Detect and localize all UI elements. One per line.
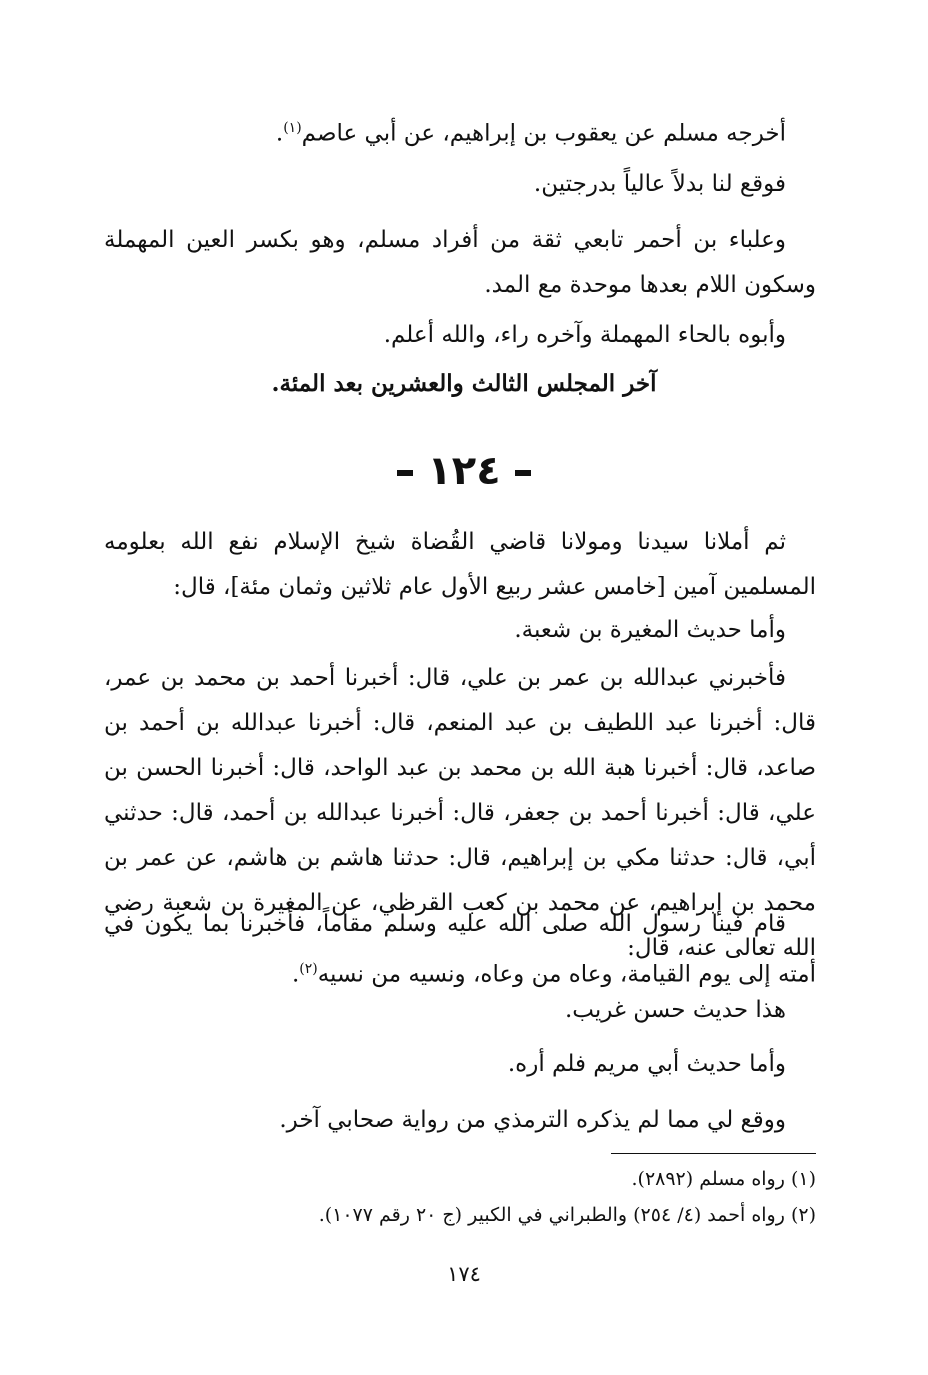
heading-dash-right [515, 470, 531, 476]
paragraph-1: أخرجه مسلم عن يعقوب بن إبراهيم، عن أبي عاصم$^{(١)}$. [275, 120, 786, 147]
paragraph-3: وعلباء بن أحمر تابعي ثقة من أفراد مسلم، وهو بكسر العين المهملة وسكون اللام بعدها موحدة مع المد. [104, 227, 816, 298]
heading-dash-left [397, 470, 413, 476]
paragraph-9: هذا حديث حسن غريب. [564, 997, 786, 1023]
paragraph-7-isnad: فأخبرني عبدالله بن عمر بن علي، قال: أخبرنا أحمد بن محمد بن عمر، قال: أخبرنا عبد اللطيف بن عبد المنعم، قال: أخبرنا عبدالله بن أحمد بن صاعد، قال: أخبرنا هبة الله بن محمد بن عبد الواحد، قال: أخبرنا الحسن بن علي، قال: أخبرنا أحمد بن جعفر، قال: أخبرنا عبدالله بن أحمد، قال: حدثني أبي، قال: حدثنا مكي بن إبراهيم، قال: حدثنا هاشم بن هاشم، عن عمر بن محمد بن إبراهيم، عن محمد بن كعب القرظي، عن المغيرة بن شعبة رضي الله تعالى عنه، قال: [104, 665, 816, 961]
paragraph-11: ووقع لي مما لم يذكره الترمذي من رواية صحابي آخر. [279, 1107, 786, 1133]
footnote-2: (٢) رواه أحمد (٤/ ٢٥٤) والطبراني في الكبير (ج ٢٠ رقم ١٠٧٧). [318, 1204, 816, 1226]
footnote-1: (١) رواه مسلم (٢٨٩٢). [631, 1168, 816, 1190]
section-number-heading: ١٢٤ [0, 448, 928, 494]
paragraph-6: وأما حديث المغيرة بن شعبة. [514, 617, 786, 643]
footnote-separator [611, 1153, 816, 1154]
session-end-heading: آخر المجلس الثالث والعشرين بعد المئة. [271, 370, 657, 397]
footnote-ref-1[interactable]: (١) [283, 120, 302, 136]
paragraph-10: وأما حديث أبي مريم فلم أره. [507, 1051, 786, 1077]
paragraph-4: وأبوه بالحاء المهملة وآخره راء، والله أعلم. [383, 322, 786, 348]
paragraph-2: فوقع لنا بدلاً عالياً بدرجتين. [533, 171, 786, 197]
page-number: ١٧٤ [447, 1262, 481, 1286]
paragraph-8-hadith: قام فينا رسول الله صلى الله عليه وسلم مقاماً، فأخبرنا بما يكون في أمته إلى يوم القيامة، وعاه من وعاه، ونسيه من نسيه$^{(٢)}$. [104, 911, 816, 988]
footnote-ref-2[interactable]: (٢) [299, 961, 318, 977]
paragraph-5: ثم أملانا سيدنا ومولانا قاضي القُضاة شيخ الإسلام نفع الله بعلومه المسلمين آمين [خامس عشر ربيع الأول عام ثلاثين وثمان مئة]، قال: [104, 529, 816, 600]
